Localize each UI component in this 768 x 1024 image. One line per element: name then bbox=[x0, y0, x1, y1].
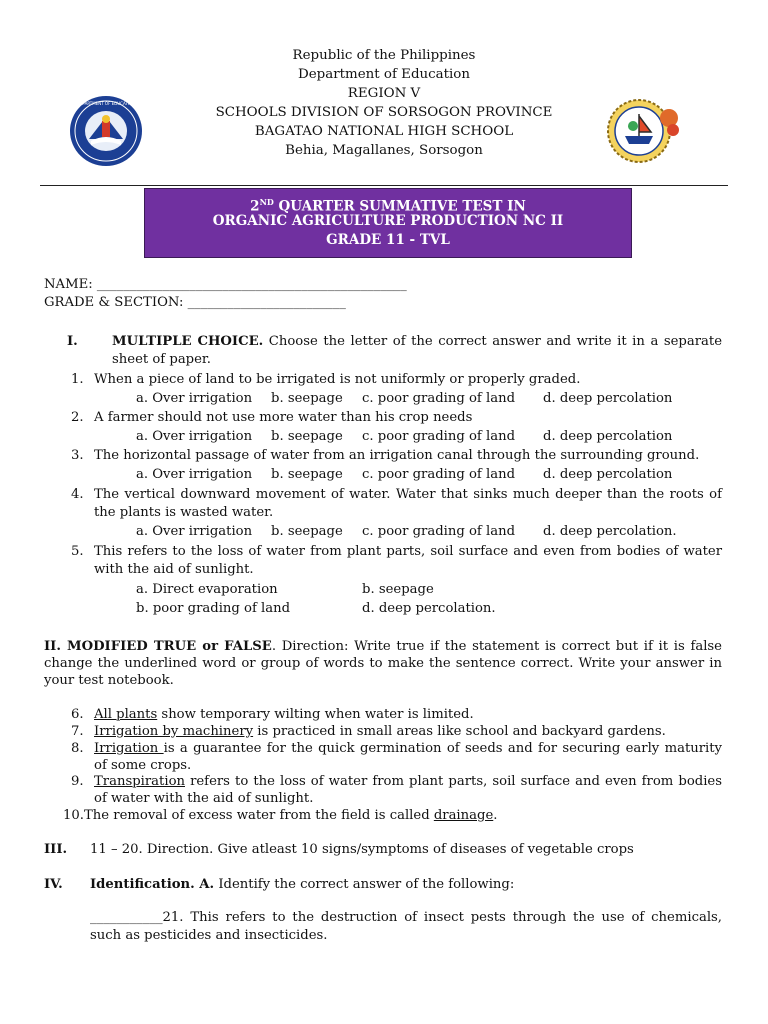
item-number: 7. bbox=[71, 724, 84, 739]
statement-rest: is a guarantee for the quick germination of seeds and for securing early maturity of some crops. bbox=[94, 741, 723, 773]
choice-a: a. Over irrigation bbox=[136, 391, 253, 406]
item-number: 8. bbox=[71, 741, 84, 756]
question-text: When a piece of land to be irrigated is not uniformly or properly graded. bbox=[94, 372, 581, 387]
statement-text bbox=[94, 724, 666, 739]
choice-d: d. deep percolation. bbox=[362, 601, 496, 616]
header-address: Behia, Magallanes, Sorsogon bbox=[285, 143, 483, 158]
choice-d: d. deep percolation bbox=[543, 429, 673, 444]
item-number: 3. bbox=[71, 448, 84, 463]
title-line-2: ORGANIC AGRICULTURE PRODUCTION NC II bbox=[212, 213, 564, 229]
item-number: 5. bbox=[71, 544, 84, 559]
letterhead bbox=[0, 46, 768, 160]
name-field: NAME: _______________________________________________ bbox=[44, 277, 407, 292]
grade-section-field: GRADE & SECTION: ________________________ bbox=[44, 295, 346, 310]
part4-numeral: IV. bbox=[44, 877, 63, 892]
quarter-superscript: ND bbox=[259, 197, 274, 207]
header-region: REGION V bbox=[347, 86, 421, 101]
choice-a: a. Over irrigation bbox=[136, 429, 253, 444]
header-school: BAGATAO NATIONAL HIGH SCHOOL bbox=[254, 124, 514, 139]
choice-d: d. deep percolation bbox=[543, 467, 673, 482]
header-republic: Republic of the Philippines bbox=[292, 48, 476, 63]
choice-b: b. seepage bbox=[271, 524, 343, 539]
item-number: 9. bbox=[71, 774, 84, 789]
part3-direction: 11 – 20. Direction. Give atleast 10 signs/symptoms of diseases of vegetable crops bbox=[90, 842, 634, 857]
statement-rest: show temporary wilting when water is limited. bbox=[157, 707, 474, 722]
part4-instruction-text: Identify the correct answer of the following: bbox=[214, 877, 515, 892]
choice-c: c. poor grading of land bbox=[362, 429, 516, 444]
item-number: 6. bbox=[71, 707, 84, 722]
test-title-box bbox=[144, 188, 632, 258]
choice-d: d. deep percolation. bbox=[543, 524, 677, 539]
question-text: A farmer should not use more water than his crop needs bbox=[94, 410, 473, 425]
question-text: The horizontal passage of water from an irrigation canal through the surrounding ground. bbox=[94, 448, 700, 463]
question-text: The vertical downward movement of water. Water that sinks much deeper than the roots of the plants is wasted water. bbox=[94, 487, 722, 520]
choice-a: a. Over irrigation bbox=[136, 467, 253, 482]
choice-c: c. poor grading of land bbox=[362, 467, 516, 482]
choice-a: a. Over irrigation bbox=[136, 524, 253, 539]
statement-text bbox=[94, 740, 722, 774]
choice-b: b. seepage bbox=[271, 467, 343, 482]
statement-rest: refers to the loss of water from plant parts, soil surface and even from bodies of water with the aid of sunlight. bbox=[94, 774, 722, 806]
statement-text bbox=[94, 773, 722, 807]
header-rule bbox=[40, 185, 728, 186]
part3-numeral: III. bbox=[44, 842, 68, 857]
part1-numeral: I. bbox=[67, 334, 78, 349]
header-division: SCHOOLS DIVISION OF SORSOGON PROVINCE bbox=[215, 105, 553, 120]
choice-b: b. seepage bbox=[271, 391, 343, 406]
underlined-term: Transpiration bbox=[94, 774, 185, 789]
part1-instruction-text: Choose the letter of the correct answer and write it in a separate sheet of paper. bbox=[112, 334, 722, 367]
statement-text bbox=[63, 808, 497, 823]
item-number: 2. bbox=[71, 410, 84, 425]
statement-text bbox=[94, 707, 474, 722]
choice-b: b. seepage bbox=[271, 429, 343, 444]
underlined-term: drainage bbox=[433, 808, 494, 823]
underlined-term: Irrigation by machinery bbox=[94, 724, 254, 739]
quarter-number: 2 bbox=[250, 198, 260, 215]
part4-instruction bbox=[90, 877, 514, 892]
part4-heading: Identification. A. bbox=[90, 877, 215, 892]
svg-text:DEPARTMENT OF EDUCATION: DEPARTMENT OF EDUCATION bbox=[76, 101, 136, 106]
choice-c: c. poor grading of land bbox=[362, 524, 516, 539]
title-line-3: GRADE 11 - TVL bbox=[326, 232, 450, 248]
underlined-term: All plants bbox=[94, 707, 158, 722]
title-line-1 bbox=[145, 193, 631, 215]
choice-a: a. Direct evaporation bbox=[136, 582, 278, 597]
part1-instruction bbox=[112, 333, 722, 369]
choice-c: c. poor grading of land bbox=[362, 391, 516, 406]
part2-instruction bbox=[44, 638, 722, 689]
question-text: This refers to the loss of water from plant parts, soil surface and even from bodies of water with the aid of sunlight. bbox=[94, 544, 722, 577]
part1-heading: MULTIPLE CHOICE. bbox=[112, 334, 264, 349]
item-number: 1. bbox=[71, 372, 84, 387]
item-number: 4. bbox=[71, 487, 84, 502]
item-number: 10. bbox=[63, 808, 84, 823]
statement-rest: is practiced in small areas like school and backyard gardens. bbox=[253, 724, 666, 739]
title-line-1-rest: QUARTER SUMMATIVE TEST IN bbox=[273, 198, 526, 215]
part2-heading: II. MODIFIED TRUE or FALSE bbox=[44, 639, 272, 654]
choice-d: d. deep percolation bbox=[543, 391, 673, 406]
header-department: Department of Education bbox=[298, 67, 470, 82]
statement-rest: . bbox=[493, 808, 498, 823]
statement-pre: The removal of excess water from the field is called bbox=[83, 808, 434, 823]
underlined-term: Irrigation bbox=[94, 741, 164, 756]
part2-instruction-text: . Direction: Write true if the statement is correct but if it is false change the underlined word or group of words to make the sentence correct. Write your answer in your test notebook. bbox=[44, 639, 722, 688]
identification-item-21: ___________21. This refers to the destruction of insect pests through the use of chemicals, such as pesticides and insecticides. bbox=[90, 910, 722, 943]
choice-b: b. seepage bbox=[362, 582, 434, 597]
choice-c: b. poor grading of land bbox=[136, 601, 291, 616]
